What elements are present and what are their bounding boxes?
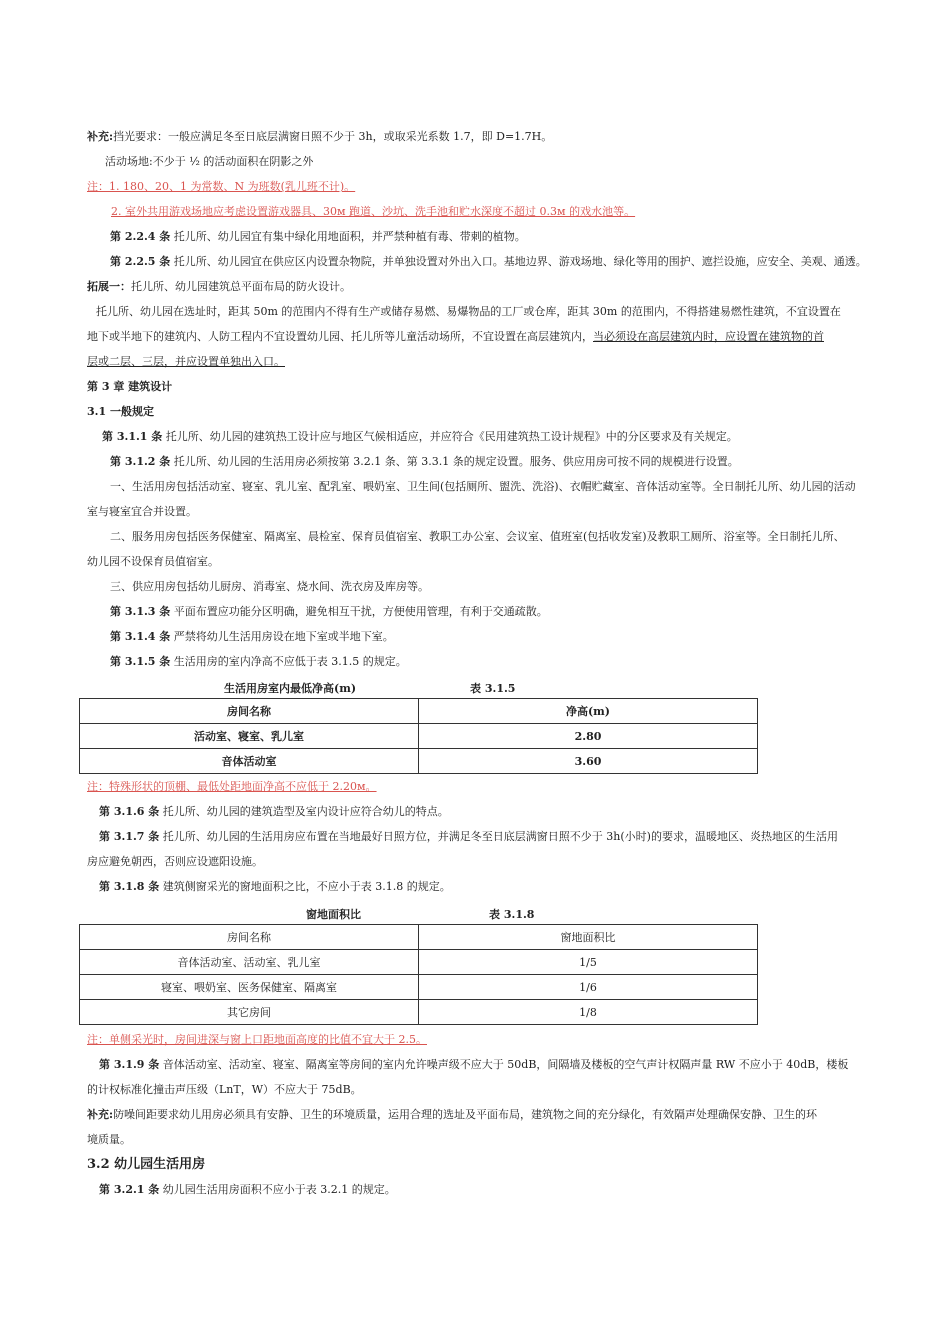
- article-3-1-9: 第 3.1.9 条 音体活动室、活动室、寝室、隔离室等房间的室内允许噪声级不应大于 50dB，间隔墙及楼板的空气声计权隔声量 RW 不应小于 40dB，楼板: [99, 1058, 849, 1071]
- table-cell: 3.60: [419, 749, 758, 774]
- section-3-2-heading: 3.2 幼儿园生活用房: [87, 1157, 206, 1172]
- article-3-1-9-cont: 的计权标准化撞击声压级（LnT，W）不应大于 75dB。: [87, 1083, 362, 1096]
- article-3-1-6: 第 3.1.6 条 托儿所、幼儿园的建筑造型及室内设计应符合幼儿的特点。: [99, 805, 449, 818]
- supplement-shading: 补充:挡光要求：一般应满足冬至日底层满窗日照不少于 3h，或取采光系数 1.7，即 D=1.7H。: [87, 130, 553, 143]
- table-1-number: 表 3.1.5: [470, 682, 516, 695]
- table-row: [80, 950, 758, 975]
- table-header: 净高(m): [419, 699, 758, 724]
- para-service-rooms-cont: 幼儿园不设保育员值宿室。: [87, 555, 219, 568]
- table-row: [80, 724, 758, 749]
- article-3-1-3: 第 3.1.3 条 平面布置应功能分区明确，避免相互干扰，方便使用管理，有利于交通疏散。: [110, 605, 548, 618]
- para-living-rooms-cont: 室与寝室宜合并设置。: [87, 505, 197, 518]
- table-3-1-8: [79, 924, 758, 1025]
- supplement-noise-cont: 境质量。: [87, 1133, 131, 1146]
- table-cell: 1/8: [419, 1000, 758, 1025]
- table-header: 房间名称: [80, 699, 419, 724]
- table-2-title: 窗地面积比: [306, 908, 361, 921]
- table-header: 房间名称: [80, 925, 419, 950]
- note-2: 2. 室外共用游戏场地应考虑设置游戏器具、30м 跑道、沙坑、洗手池和贮水深度不超过 0.3м 的戏水池等。: [111, 205, 636, 218]
- table-cell: 活动室、寝室、乳儿室: [80, 724, 419, 749]
- table-cell: 1/6: [419, 975, 758, 1000]
- table-row: [80, 699, 758, 724]
- article-3-1-1: 第 3.1.1 条 托儿所、幼儿园的建筑热工设计应与地区气候相适应，并应符合《民用建筑热工设计规程》中的分区要求及有关规定。: [102, 430, 738, 443]
- article-2-2-5: 第 2.2.5 条 托儿所、幼儿园宜在供应区内设置杂物院，并单独设置对外出入口。基地边界、游戏场地、绿化等用的围护、遮拦设施，应安全、美观、通透。: [110, 255, 867, 268]
- supplement-noise: 补充:防噪间距要求幼儿用房必须具有安静、卫生的环境质量，运用合理的选址及平面布局，建筑物之间的充分绿化，有效隔声处理确保安静、卫生的环: [87, 1108, 818, 1121]
- table-row: [80, 925, 758, 950]
- extension-para-3: 层或二层、三层，并应设置单独出入口。: [87, 355, 285, 368]
- table-cell: 1/5: [419, 950, 758, 975]
- chapter-3-heading: 第 3 章 建筑设计: [87, 380, 173, 393]
- article-3-1-4: 第 3.1.4 条 严禁将幼儿生活用房设在地下室或半地下室。: [110, 630, 394, 643]
- table-cell: 寝室、喂奶室、医务保健室、隔离室: [80, 975, 419, 1000]
- table-cell: 其它房间: [80, 1000, 419, 1025]
- article-3-1-8: 第 3.1.8 条 建筑侧窗采光的窗地面积之比，不应小于表 3.1.8 的规定。: [99, 880, 451, 893]
- extension-para-1: 托儿所、幼儿园在选址时，距其 50m 的范围内不得有生产或储存易燃、易爆物品的工厂或仓库，距其 30m 的范围内，不得搭建易燃性建筑，不宜设置在: [96, 305, 841, 318]
- para-service-rooms: 二、服务用房包括医务保健室、隔离室、晨检室、保育员值宿室、教职工办公室、会议室、值班室(包括收发室)及教职工厕所、浴室等。全日制托儿所、: [110, 530, 845, 543]
- activity-area-note: 活动场地:不少于 ½ 的活动面积在阴影之外: [105, 155, 314, 168]
- note-3: 注：特殊形状的顶棚、最低处距地面净高不应低于 2.20м。: [87, 780, 377, 793]
- table-2-number: 表 3.1.8: [489, 908, 535, 921]
- table-row: [80, 749, 758, 774]
- article-2-2-4: 第 2.2.4 条 托儿所、幼儿园宜有集中绿化用地面积，并严禁种植有毒、带刺的植物。: [110, 230, 526, 243]
- article-3-1-2: 第 3.1.2 条 托儿所、幼儿园的生活用房必须按第 3.2.1 条、第 3.3.1 条的规定设置。服务、供应用房可按不同的规模进行设置。: [110, 455, 739, 468]
- table-cell: 2.80: [419, 724, 758, 749]
- table-row: [80, 975, 758, 1000]
- note-4: 注：单侧采光时，房间进深与窗上口距地面高度的比值不宜大于 2.5。: [87, 1033, 427, 1046]
- note-1: 注：1. 180、20、1 为常数、N 为班数(乳儿班不计)。: [87, 180, 356, 193]
- para-supply-rooms: 三、供应用房包括幼儿厨房、消毒室、烧水间、洗衣房及库房等。: [110, 580, 429, 593]
- para-living-rooms: 一、生活用房包括活动室、寝室、乳儿室、配乳室、喂奶室、卫生间(包括厕所、盥洗、洗浴)、衣帽贮藏室、音体活动室等。全日制托儿所、幼儿园的活动: [110, 480, 856, 493]
- section-3-1-heading: 3.1 一般规定: [87, 405, 154, 418]
- article-3-2-1: 第 3.2.1 条 幼儿园生活用房面积不应小于表 3.2.1 的规定。: [99, 1183, 396, 1196]
- table-cell: 音体活动室: [80, 749, 419, 774]
- table-row: [80, 1000, 758, 1025]
- table-3-1-5: [79, 698, 758, 774]
- extension-para-2: 地下或半地下的建筑内、人防工程内不宜设置幼儿园、托儿所等儿童活动场所，不宜设置在高层建筑内，当必须设在高层建筑内时，应设置在建筑物的首: [87, 330, 824, 343]
- article-3-1-5: 第 3.1.5 条 生活用房的室内净高不应低于表 3.1.5 的规定。: [110, 655, 407, 668]
- table-1-title: 生活用房室内最低净高(m): [224, 682, 357, 695]
- article-3-1-7-cont: 房应避免朝西，否则应设遮阳设施。: [87, 855, 263, 868]
- article-3-1-7: 第 3.1.7 条 托儿所、幼儿园的生活用房应布置在当地最好日照方位，并满足冬至日底层满窗日照不少于 3h(小时)的要求，温暖地区、炎热地区的生活用: [99, 830, 838, 843]
- table-cell: 音体活动室、活动室、乳儿室: [80, 950, 419, 975]
- extension-1: 拓展一：托儿所、幼儿园建筑总平面布局的防火设计。: [87, 280, 351, 293]
- table-header: 窗地面积比: [419, 925, 758, 950]
